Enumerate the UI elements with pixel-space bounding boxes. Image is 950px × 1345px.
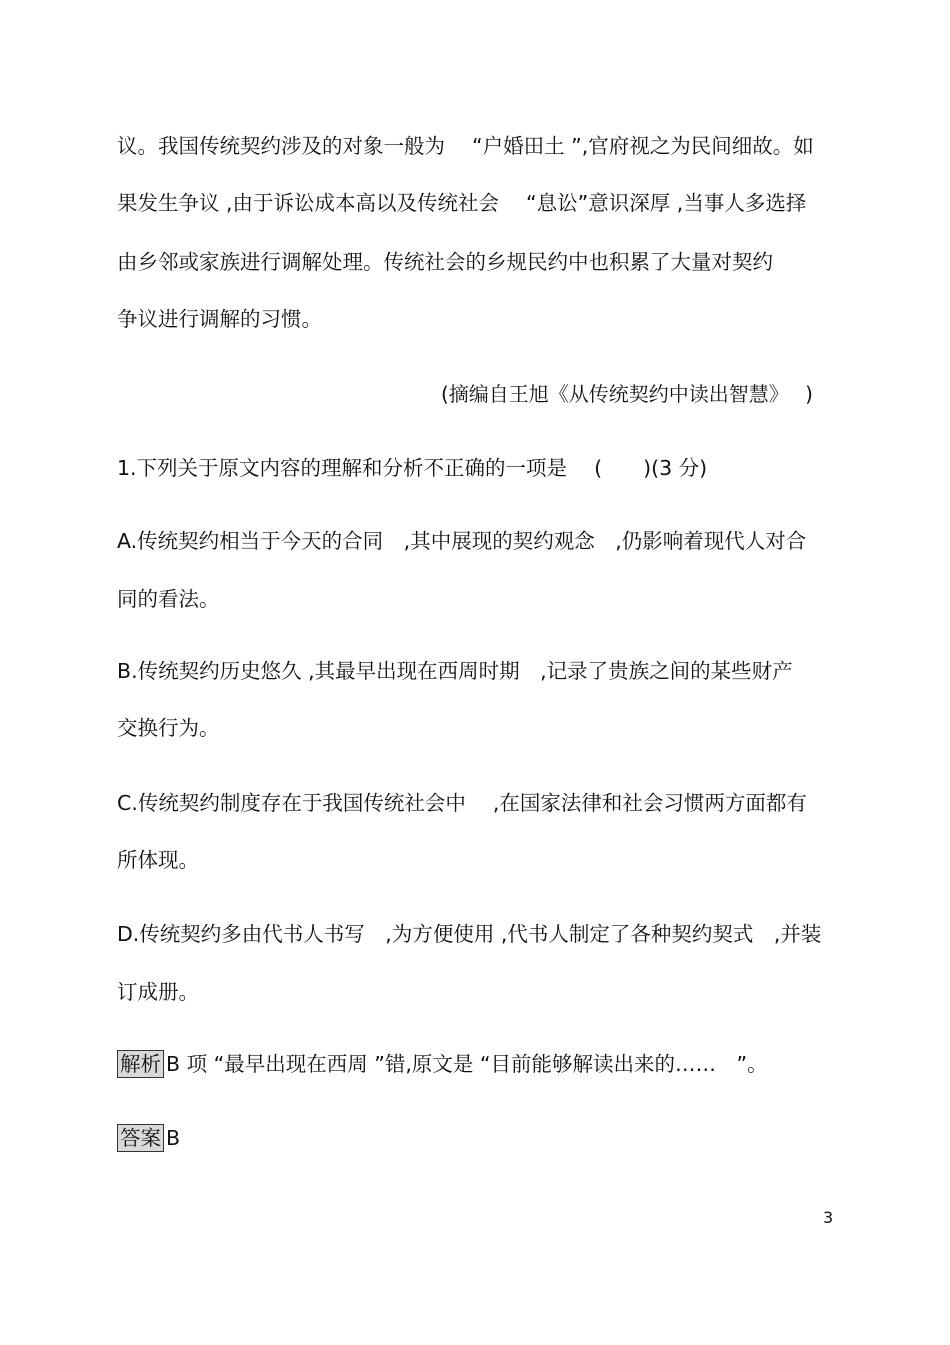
source-citation: (摘编自王旭《从传统契约中读出智慧》 ) <box>441 382 813 406</box>
analysis-text: B 项 “最早出现在西周 ”错,原文是 “目前能够解读出来的…… ”。 <box>166 1052 768 1076</box>
option-c-line-1: C.传统契约制度存在于我国传统社会中 ,在国家法律和社会习惯两方面都有 <box>117 791 807 815</box>
analysis-label: 解析 <box>117 1050 164 1078</box>
answer-label: 答案 <box>117 1124 164 1152</box>
option-a-line-1: A.传统契约相当于今天的合同 ,其中展现的契约观念 ,仍影响着现代人对合 <box>117 529 807 553</box>
option-d-line-2: 订成册。 <box>117 980 199 1004</box>
option-d-line-1: D.传统契约多由代书人书写 ,为方便使用 ,代书人制定了各种契约契式 ,并装 <box>117 922 822 946</box>
answer-text: B <box>166 1126 181 1150</box>
option-c-line-2: 所体现。 <box>117 848 199 872</box>
passage-line-2: 果发生争议 ,由于诉讼成本高以及传统社会 “息讼”意识深厚 ,当事人多选择 <box>117 191 807 215</box>
page-number: 3 <box>823 1208 834 1227</box>
passage-line-1: 议。我国传统契约涉及的对象一般为 “户婚田土 ”,官府视之为民间细故。如 <box>117 134 814 158</box>
option-b-line-1: B.传统契约历史悠久 ,其最早出现在西周时期 ,记录了贵族之间的某些财产 <box>117 659 793 683</box>
option-b-line-2: 交换行为。 <box>117 716 220 740</box>
analysis-row <box>117 1050 768 1078</box>
answer-row <box>117 1124 180 1152</box>
option-a-line-2: 同的看法。 <box>117 587 220 611</box>
question-stem: 1.下列关于原文内容的理解和分析不正确的一项是 ( )(3 分) <box>117 456 708 480</box>
passage-line-4: 争议进行调解的习惯。 <box>117 307 322 331</box>
passage-line-3: 由乡邻或家族进行调解处理。传统社会的乡规民约中也积累了大量对契约 <box>117 250 773 274</box>
